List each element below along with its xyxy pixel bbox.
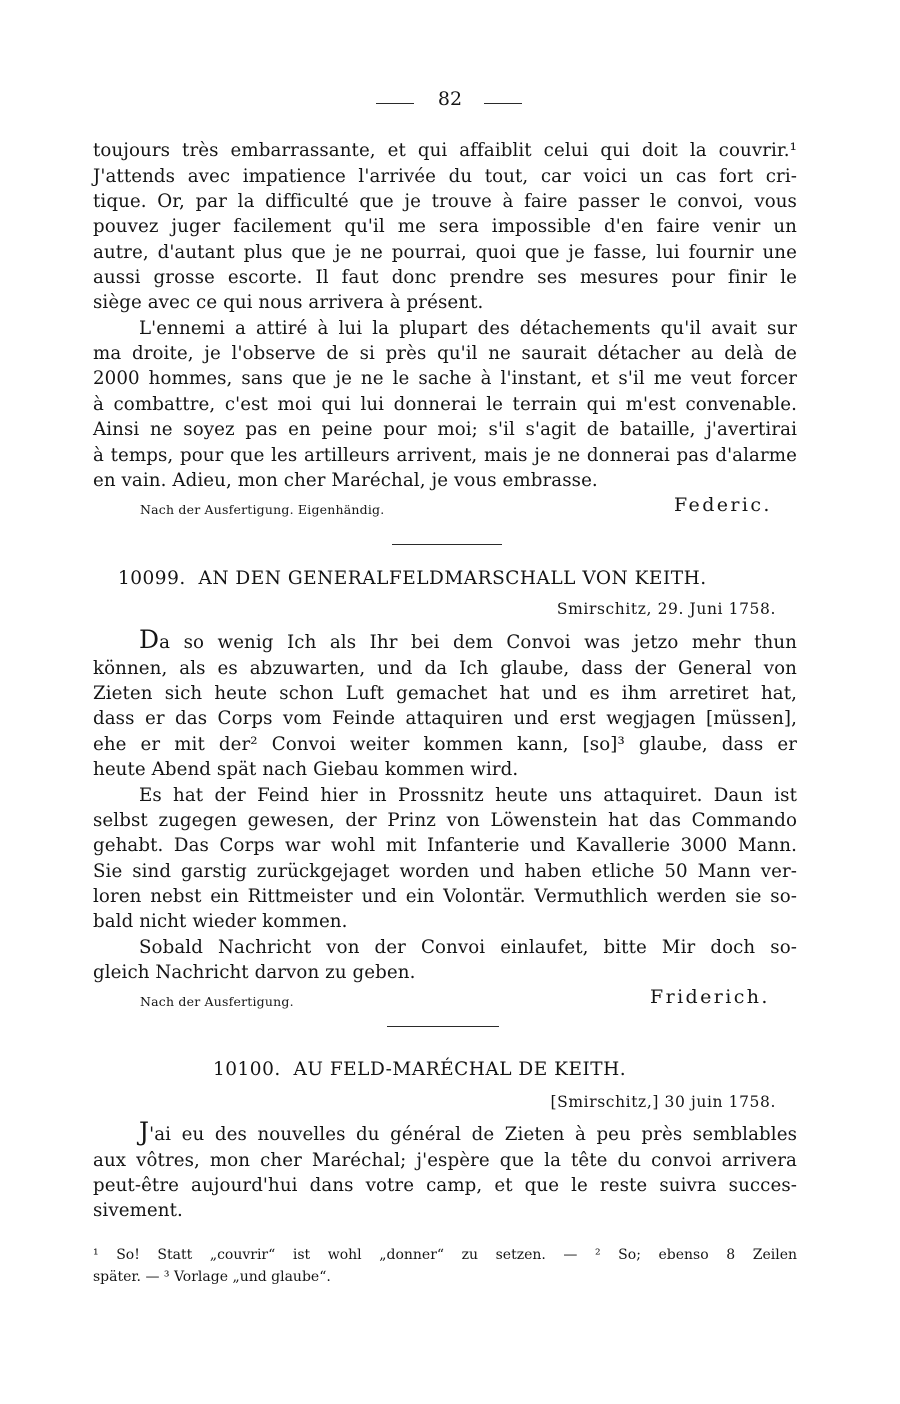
source-note: Nach der Ausfertigung. Eigenhändig. <box>140 502 385 517</box>
text-line: J'attends avec impatience l'arrivée du tout, car voici un cas fort cri- <box>93 166 797 187</box>
text-line: heute Abend spät nach Giebau kommen wird. <box>93 759 519 780</box>
text-line: gleich Nachricht darvon zu geben. <box>93 962 416 983</box>
text-line: J'ai eu des nouvelles du général de Zieten à peu près semblables <box>139 1117 797 1146</box>
signature: Federic. <box>674 494 772 516</box>
text-line: à combattre, c'est moi qui lui donnerai le terrain qui m'est convenable. <box>93 394 797 415</box>
text-line: Zieten sich heute schon Luft gemachet hat und es ihm arretiret hat, <box>93 683 797 704</box>
text-line: toujours très embarrassante, et qui affaiblit celui qui doit la couvrir.¹ <box>93 140 797 161</box>
section-divider <box>392 544 502 545</box>
text-line: ma droite, je l'observe de si près qu'il ne saurait détacher au delà de <box>93 343 797 364</box>
page-number: 82 <box>437 88 463 110</box>
text-line: dass er das Corps vom Feinde attaquiren und erst wegjagen [müssen], <box>93 708 797 729</box>
text-line: siège avec ce qui nous arrivera à présent. <box>93 292 484 313</box>
text-line: autre, d'autant plus que je ne pourrai, quoi que je fasse, lui fournir une <box>93 242 797 263</box>
letter-title: AN DEN GENERALFELDMARSCHALL VON KEITH. <box>198 568 707 589</box>
text-line: loren nebst ein Rittmeister und ein Volontär. Vermuthlich werden sie so- <box>93 886 797 907</box>
letter-heading <box>118 568 707 589</box>
folio-rule-right <box>484 103 522 104</box>
text-line: aussi grosse escorte. Il faut donc prendre ses mesures pour finir le <box>93 267 797 288</box>
letter-heading <box>213 1059 626 1080</box>
text-line: peut-être aujourd'hui dans votre camp, et que le reste suivra succes- <box>93 1175 797 1196</box>
letter-number: 10100. <box>213 1059 281 1080</box>
text-line: à temps, pour que les artilleurs arrivent, mais je ne donnerai pas d'alarme <box>93 445 797 466</box>
text-line: aux vôtres, mon cher Maréchal; j'espère que la tête du convoi arrivera <box>93 1150 797 1171</box>
text-line: Sie sind garstig zurückgejaget worden und haben etliche 50 Mann ver- <box>93 861 797 882</box>
folio-rule-left <box>376 103 414 104</box>
drop-cap: J <box>139 1117 150 1146</box>
dateline: Smirschitz, 29. Juni 1758. <box>556 600 776 618</box>
section-divider <box>387 1026 499 1027</box>
text-line: en vain. Adieu, mon cher Maréchal, je vous embrasse. <box>93 470 598 491</box>
text-line: Da so wenig Ich als Ihr bei dem Convoi was jetzo mehr thun <box>139 625 797 654</box>
text-line: bald nicht wieder kommen. <box>93 911 348 932</box>
text-line: ehe er mit der² Convoi weiter kommen kann, [so]³ glaube, dass er <box>93 734 797 755</box>
signature: Friderich. <box>650 986 770 1008</box>
source-note: Nach der Ausfertigung. <box>140 994 294 1009</box>
text-line: pouvez juger facilement qu'il me sera impossible d'en faire venir un <box>93 216 797 237</box>
text-line: können, als es abzuwarten, und da Ich glaube, dass der General von <box>93 658 797 679</box>
text-line: Es hat der Feind hier in Prossnitz heute uns attaquiret. Daun ist <box>139 785 797 806</box>
text-line: Ainsi ne soyez pas en peine pour moi; s'il s'agit de bataille, j'avertirai <box>93 419 797 440</box>
letter-title: AU FELD-MARÉCHAL DE KEITH. <box>293 1059 627 1080</box>
footnote-line: später. — ³ Vorlage „und glaube“. <box>93 1269 331 1285</box>
text-line: Sobald Nachricht von der Convoi einlaufet, bitte Mir doch so- <box>139 937 797 958</box>
text-line: tique. Or, par la difficulté que je trouve à faire passer le convoi, vous <box>93 191 797 212</box>
text-line: sivement. <box>93 1200 183 1221</box>
text-line: selbst zugegen gewesen, der Prinz von Löwenstein hat das Commando <box>93 810 797 831</box>
text-line: 2000 hommes, sans que je ne le sache à l'instant, et s'il me veut forcer <box>93 368 797 389</box>
text-line: gehabt. Das Corps war wohl mit Infanterie und Kavallerie 3000 Mann. <box>93 835 797 856</box>
dateline: [Smirschitz,] 30 juin 1758. <box>550 1093 776 1111</box>
letter-number: 10099. <box>118 568 186 589</box>
drop-cap: D <box>139 625 160 654</box>
footnote-line: ¹ So! Statt „couvrir“ ist wohl „donner“ zu setzen. — ² So; ebenso 8 Zeilen <box>93 1247 797 1263</box>
text-line: L'ennemi a attiré à lui la plupart des détachements qu'il avait sur <box>139 318 797 339</box>
